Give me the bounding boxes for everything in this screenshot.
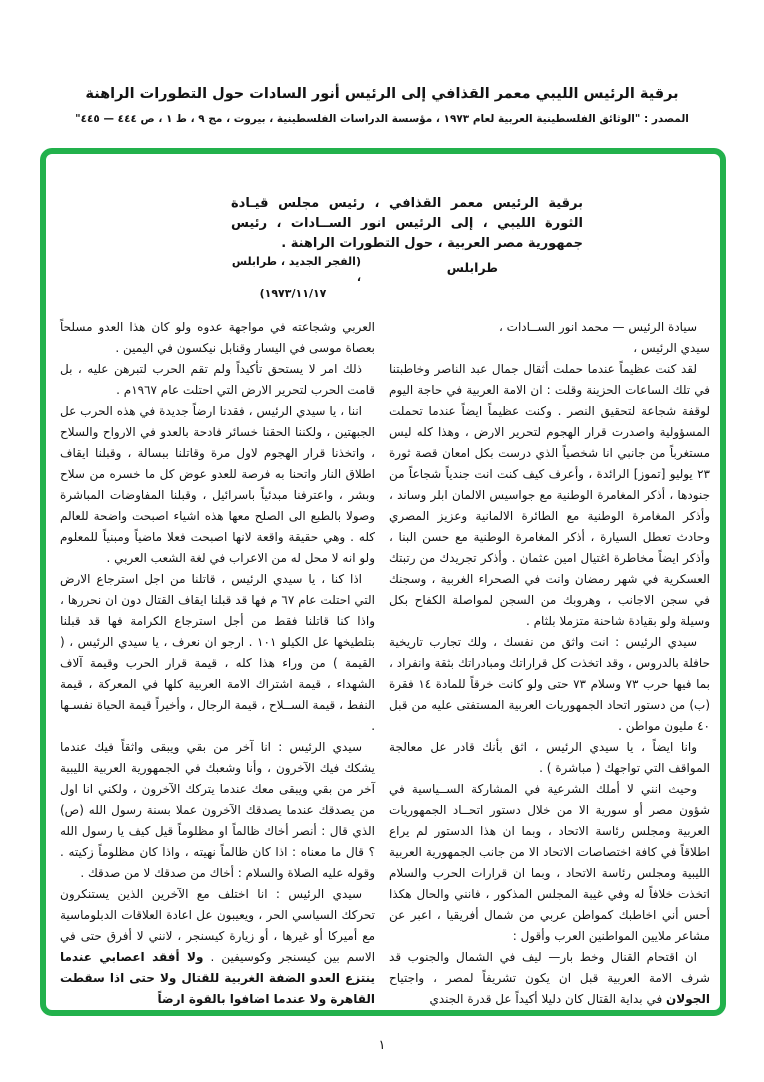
letter-heading: برقية الرئيس معمر القذافي ، رئيس مجلس قيـادة الثورة الليبي ، إلى الرئيس انور الســادات ، رئيس جمهورية مصر العربية ، حول التطورات الراهنة .: [231, 196, 583, 251]
paragraph-bold-run: الجولان: [666, 992, 710, 1006]
paragraph-run: وحيث انني لا أملك الشرعية في المشاركة الســياسية في شؤون مصر أو سورية الا من خلال دستور اتحــاد الجمهوريات العربية ومجلس رئاسة الاتحاد ، وبما ان هذا الدستور لم يراع اطلاقاً في كافة اختصاصات الاتحاد الا من جانب الجمهورية العربية الليبية ومجلس رئاسة الاتحاد ، وبما ان قرارات الحرب والسلام اتخذت خلافاً له وفي غيبة المجلس المذكور ، فانني والحال هكذا أحس أني اخاطبك كمواطن عربي من شمال أفريقيا ، اعبر عن مشاعر ملايين المواطنين العرب وأقول :: [389, 782, 710, 943]
paragraph-run: سيادة الرئيس — محمد انور الســادات ،: [498, 320, 697, 334]
paragraph-run: لقد كنت عظيماً عندما حملت أثقال جمال عبد الناصر وخاطبتنا في تلك الساعات الحزينة وقلت : ان الامة العربية في حاجة اليوم لوقفة شجاعة لتحقيق النصر . وكنت عظيماً ايضاً عندما تحملت المسؤولية واصدرت قرار الهجوم لتحرير الارض ، وهذا كله ليس مستغرباً من جانبي انا شخصياً الذي درست بكل امعان قصة ثورة ٢٣ يوليو [تموز] الرائدة ، وأعرف كيف كنت انت جندياً شجاعاً من جنودها ، أذكر المغامرة الوطنية مع جواسيس الالمان ابلر وساند ، وأذكر المغامرة الوطنية مع الطائرة الالمانية وعزيز المصري وحادث تعطل السيارة ، أذكر المغامرة الوطنية مع حسن البنا ، وأذكر ايضاً مخاطرة اغتيال امين عثمان . وأذكر تجريدك من رتبتك العسكرية في شهر رمضان وانت في الصحراء الغربية ، وسجنك في سجن الاجانب ، وهروبك من السجن لمواصلة الكفاح بكل وسيلة ولو بقيادة شاحنة متزملا بلثام .: [389, 362, 710, 628]
paragraph-run: اذا كنا ، يا سيدي الرئيس ، قاتلنا من اجل استرجاع الارض التي احتلت عام ٦٧ م فها قد قبلنا ايقاف القتال دون ان نحررها ، واذا كنا قاتلنا فقط من أجل استرجاع الكرامة فها قد قبلنا بتلطيخها عل الكيلو ١٠١ . ارجو ان نعرف ، يا سيدي الرئيس ، ( القيمة ) من وراء هذا كله ، قيمة قرار الحرب وقيمة آلاف الشهداء ، قيمة اشتراك الامة العربية كلها في المعركة ، قيمة النفط ، قيمة الســلاح ، قيمة الرجال ، وأخيراً قيمة الحياة نفسـها .: [60, 572, 376, 733]
letter-body: [46, 317, 720, 1010]
paragraph-bold-run: ولا أفقد اعصابي عندما ينتزع العدو الضفة الغربية للقتال ولا حتى اذا سقطت القاهرة ولا عندما اضافوا بالقوة ارضاً: [60, 950, 376, 1006]
paragraph-run: سيدي الرئيس ،: [633, 341, 710, 355]
paragraph-run: ذلك امر لا يستحق تأكيداً ولم تقم الحرب لتبرهن عليه ، بل قامت الحرب لتحرير الارض التي احتلت عام ١٩٦٧م .: [60, 362, 376, 397]
paragraph: [389, 359, 710, 632]
paragraph: [60, 884, 375, 1010]
paragraph-run: سيدي الرئيس : انت واثق من نفسك ، ولك تجارب تاريخية حافلة بالدروس ، وقد اتخذت كل قراراتك ومبادراتك بثقة وانفراد ، بما فيها حرب ٧٣ وسلام ٧٣ حتى ولو كانت خرقاً للمادة ١٤ فقرة (ب) من دستور اتحاد الجمهوريات العربية المستفتى عليه من قبل ٤٠ مليون مواطن .: [389, 635, 711, 733]
paragraph: [389, 947, 710, 1010]
dateline: [46, 254, 720, 302]
paragraph: [60, 401, 375, 569]
column-left: [60, 317, 375, 1010]
paragraph: [389, 779, 710, 947]
dateline-place: طرابلس: [446, 260, 498, 275]
source-citation: المصدر : "الوثائق الفلسطينية العربية لعام ١٩٧٣ ، مؤسسة الدراسات الفلسطينية ، بيروت ، مج ٩ ، ط ١ ، ص ٤٤٤ — ٤٤٥": [75, 113, 689, 125]
paragraph-run: سيدي الرئيس : انا آخر من بقي ويبقى واثقاً فيك عندما يشكك فيك الآخرون ، وأنا وشعبك في الجمهورية العربية الليبية آخر من بقي ويبقى معك عندما يتركك الآخرون ، ولكني انا اول من يصدقك عندما يصدقك الآخرون عملا بسنة رسول الله (ص) الذي قال : أنصر أخاك ظالماً او مظلوماً قيل كيف يا رسول الله ؟ قال ما معناه : اذا كان ظالماً نهيته ، واذا كان مظلوماً زكيته . وقوله عليه الصلاة والسلام : أخاك من صدقك لا من صدقك .: [60, 740, 376, 880]
paragraph: [389, 317, 710, 338]
page-number: ١: [378, 1038, 386, 1053]
document-frame: [40, 148, 726, 1016]
paragraph-run: العربي وشجاعته في مواجهة عدوه ولو كان هذا العدو مسلحاً بعصاة موسى في اليسار وقنابل نيكسون في اليمين .: [60, 320, 376, 355]
citation-line-2: ١٧‏/‏١١‏/‏١٩٧٣): [259, 287, 327, 300]
paragraph: [389, 632, 710, 737]
paragraph: [60, 317, 375, 359]
paragraph: [60, 737, 375, 884]
paragraph: [389, 737, 710, 779]
paragraph: [60, 359, 375, 401]
page-title: برقية الرئيس الليبي معمر القذافي إلى الرئيس أنور السادات حول التطورات الراهنة: [85, 86, 679, 102]
paragraph-run: وانا ايضاً ، يا سيدي الرئيس ، اثق بأنك قادر عل معالجة المواقف التي تواجهك ( مباشرة ) .: [389, 740, 710, 775]
citation-line-1: (الفجر الجديد ، طرابلس ،: [231, 255, 361, 284]
paragraph: [389, 338, 710, 359]
paragraph-run: في بداية القتال كان دليلا أكيداً عل قدرة الجندي: [429, 992, 667, 1006]
paragraph-run: سيدي الرئيس : انا اختلف مع الآخرين الذين يستنكرون تحركك السياسي الحر ، ويعيبون عل اعادة العلاقات الدبلوماسية مع أميركا أو غيرها ، أو زيارة كيسنجر ، لانني لا أفرق حتى في الاسم بين كيسنجر وكوسيفين .: [60, 887, 376, 964]
paragraph-run: اننا ، يا سيدي الرئيس ، فقدنا ارضاً جديدة في هذه الحرب عل الجبهتين ، ولكننا الحقنا خسائر فادحة بالعدو في الارواح والسلاح ، واتخذنا قرار الهجوم لاول مرة وقاتلنا ببسالة ، وقبلنا ايقاف اطلاق النار واتحنا به فرصة للعدو عوض كل ما خسره من سلاح وبشر ، واعترفنا مبدئياً باسرائيل ، وقبلنا المفاوضات المباشرة وصولا بالطبع الى الصلح معها هذه اشياء اصبحت واضحة للعالم كله . وهي حقيقة واقعة لانها اصبحت فعلا ماضياً ومبنياً للمعلوم ولو انه لا محل له من الاعراب في لغة الشعب العربي .: [60, 404, 376, 565]
paragraph-run: ان اقتحام القنال وخط بار— ليف في الشمال والجنوب قد شرف الامة العربية قبل ان يكون تشريفاً لمصر ، واجتياح: [389, 950, 710, 985]
column-right: [389, 317, 710, 1010]
dateline-citation: [225, 254, 361, 302]
paragraph: [60, 569, 375, 737]
